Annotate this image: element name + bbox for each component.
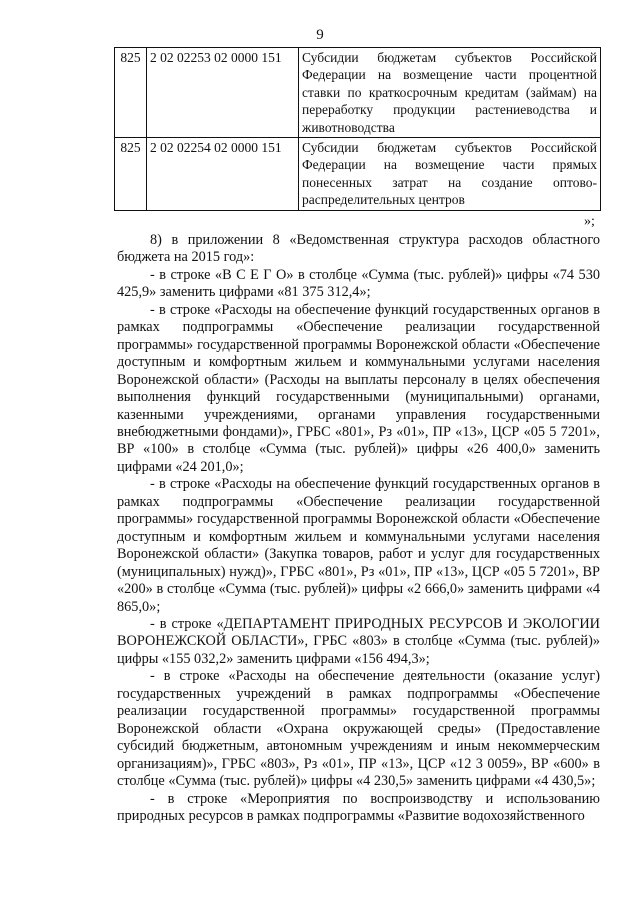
table-row [115, 138, 601, 211]
closing-quote: »; [584, 214, 595, 229]
paragraph-reproduction-measures: - в строке «Мероприятия по воспроизводству и использованию природных ресурсов в рамках подпрограммы «Развитие водохозяйственного [117, 790, 600, 824]
admin-code-cell: 825 [115, 48, 147, 138]
paragraph-grbs-803-vr-600: - в строке «Расходы на обеспечение деятельности (оказание услуг) государственных учреждений в рамках подпрограммы «Обеспечение реализации государственной программы» государственной программы Воронежской области «Охрана окружающей среды» (Предоставление субсидий бюджетным, автономным учреждениям и иным некоммерческим организациям)», ГРБС «803», Рз «01», ПР «13», ЦСР «12 3 0059», ВР «600» в столбце «Сумма (тыс. рублей)» цифры «4 230,5» заменить цифрами «4 430,5»; [117, 668, 600, 790]
admin-code-cell: 825 [115, 138, 147, 211]
kbk-code-cell: 2 02 02253 02 0000 151 [147, 48, 299, 138]
paragraph-total: - в строке «В С Е Г О» в столбце «Сумма (тыс. рублей)» цифры «74 530 425,9» заменить цифрами «81 375 312,4»; [117, 266, 600, 301]
budget-table [114, 47, 601, 211]
document-body [117, 232, 600, 825]
description-cell: Субсидии бюджетам субъектов Российской Федерации на возмещение части прямых понесенных затрат на создание оптово-распределительных центров [299, 138, 601, 211]
description-cell: Субсидии бюджетам субъектов Российской Федерации на возмещение части процентной ставки по краткосрочным кредитам (займам) на переработку продукции растениеводства и животноводства [299, 48, 601, 138]
table-row [115, 48, 601, 138]
paragraph-grbs-801-vr-200: - в строке «Расходы на обеспечение функций государственных органов в рамках подпрограммы «Обеспечение реализации государственной программы» государственной программы Воронежской области «Обеспечение доступным и комфортным жильем и коммунальными услугами населения Воронежской области» (Закупка товаров, работ и услуг для государственных (муниципальных) нужд)», ГРБС «801», Рз «01», ПР «13», ЦСР «05 5 7201», ВР «200» в столбце «Сумма (тыс. рублей)» цифры «2 666,0» заменить цифрами «4 865,0»; [117, 476, 600, 615]
kbk-code-cell: 2 02 02254 02 0000 151 [147, 138, 299, 211]
page-number: 9 [316, 27, 324, 43]
paragraph-grbs-801-vr-100: - в строке «Расходы на обеспечение функций государственных органов в рамках подпрограммы «Обеспечение реализации государственной программы» государственной программы Воронежской области «Обеспечение доступным и комфортным жильем и коммунальными услугами населения Воронежской области» (Расходы на выплаты персоналу в целях обеспечения выполнения функций государственными (муниципальными) органами, казенными учреждениями, органами управления государственными внебюджетными фондами)», ГРБС «801», Рз «01», ПР «13», ЦСР «05 5 7201», ВР «100» в столбце «Сумма (тыс. рублей)» цифры «26 400,0» заменить цифрами «24 201,0»; [117, 301, 600, 475]
paragraph-appendix-8: 8) в приложении 8 «Ведомственная структура расходов областного бюджета на 2015 год»: [117, 232, 600, 266]
paragraph-department-803: - в строке «ДЕПАРТАМЕНТ ПРИРОДНЫХ РЕСУРСОВ И ЭКОЛОГИИ ВОРОНЕЖСКОЙ ОБЛАСТИ», ГРБС «803» в столбце «Сумма (тыс. рублей)» цифры «155 032,2» заменить цифрами «156 494,3»; [117, 615, 600, 667]
